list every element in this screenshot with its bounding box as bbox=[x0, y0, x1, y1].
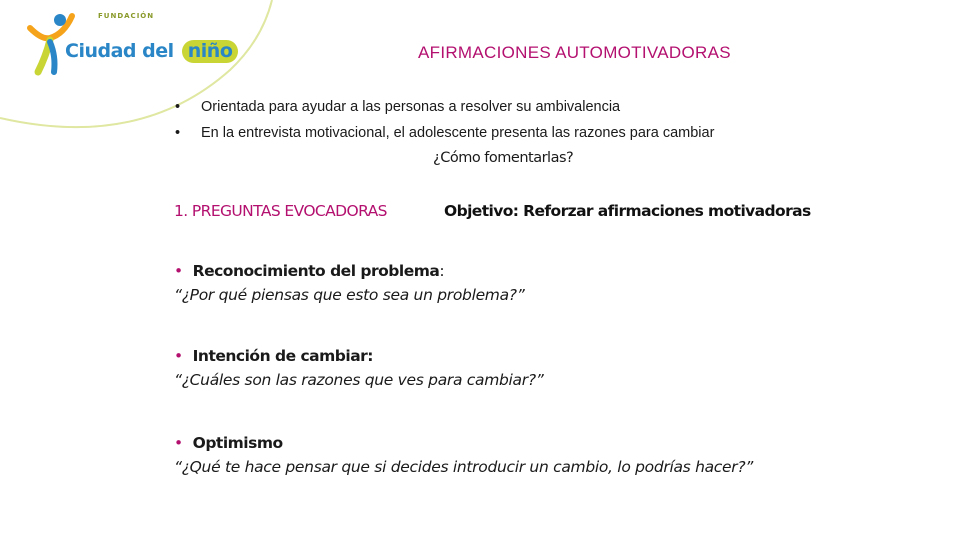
section-objective: Objetivo: Reforzar afirmaciones motivadoras bbox=[444, 202, 811, 220]
item-quote: “¿Cuáles son las razones que ves para cambiar?” bbox=[174, 371, 544, 389]
question-text: ¿Cómo fomentarlas? bbox=[433, 150, 574, 166]
list-item bbox=[174, 434, 753, 476]
section-heading: 1. PREGUNTAS EVOCADORAS bbox=[174, 202, 387, 220]
logo bbox=[20, 10, 233, 90]
item-heading bbox=[174, 262, 524, 280]
bullet-marker: • bbox=[174, 262, 183, 280]
item-label: Optimismo bbox=[192, 434, 283, 452]
bullet-marker: • bbox=[175, 125, 181, 141]
intro-bullet-text: Orientada para ayudar a las personas a resolver su ambivalencia bbox=[201, 99, 621, 115]
intro-bullet-text: En la entrevista motivacional, el adolescente presenta las razones para cambiar bbox=[201, 125, 715, 141]
item-label: Reconocimiento del problema bbox=[192, 262, 440, 280]
bullet-marker: • bbox=[174, 434, 183, 452]
logo-highlight-text: niño bbox=[182, 40, 239, 63]
item-quote: “¿Qué te hace pensar que si decides introducir un cambio, lo podrías hacer?” bbox=[174, 458, 753, 476]
logo-foundation-text: FUNDACIÓN bbox=[98, 12, 155, 20]
bullet-marker: • bbox=[175, 99, 181, 115]
item-heading bbox=[174, 434, 753, 452]
list-item bbox=[174, 347, 543, 389]
item-label: Intención de cambiar: bbox=[192, 347, 374, 365]
section-header bbox=[174, 202, 811, 220]
logo-wordmark bbox=[65, 40, 238, 63]
logo-main-text: Ciudad del bbox=[65, 40, 174, 62]
slide-title: AFIRMACIONES AUTOMOTIVADORAS bbox=[418, 43, 731, 62]
bullet-marker: • bbox=[174, 347, 183, 365]
list-item bbox=[174, 262, 524, 304]
item-heading bbox=[174, 347, 543, 365]
item-label-suffix: : bbox=[439, 262, 445, 280]
item-quote: “¿Por qué piensas que esto sea un problema?” bbox=[174, 286, 525, 304]
